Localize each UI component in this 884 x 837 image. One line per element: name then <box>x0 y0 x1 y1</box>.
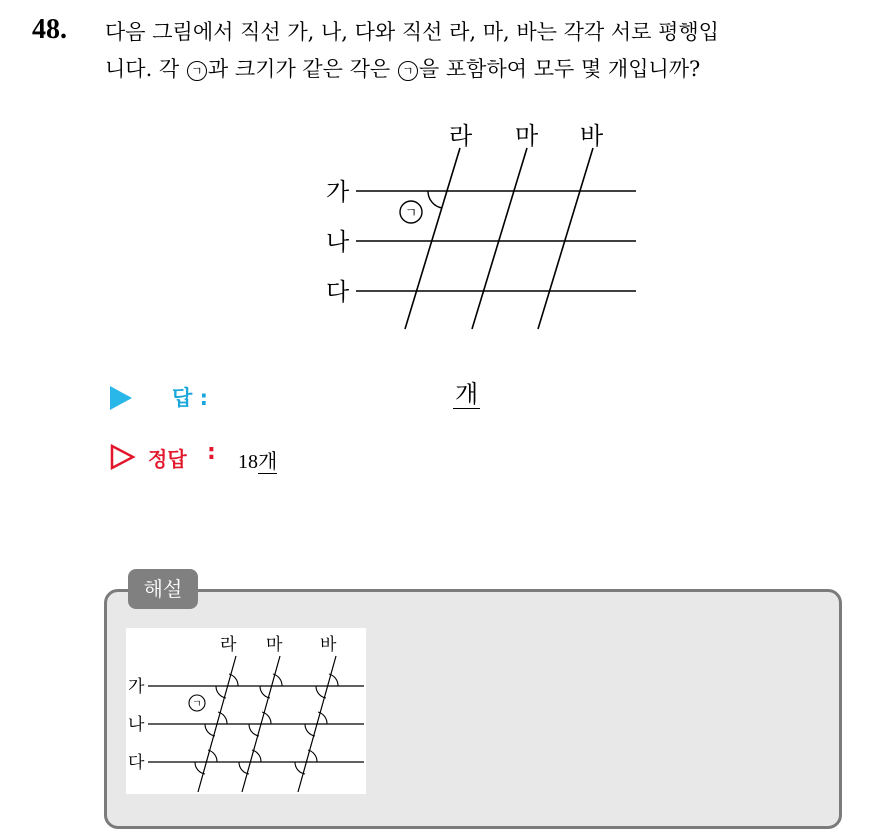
question-text-part-a: 니다. 각 <box>105 57 180 81</box>
answer-label: 답 : <box>172 386 209 410</box>
line-label-ba: 바 <box>580 122 604 150</box>
sol-angle-arc <box>205 724 215 736</box>
correct-answer-row <box>110 440 610 476</box>
slanted-line-ra <box>405 148 460 329</box>
line-label-ma: 마 <box>515 122 539 150</box>
correct-value: 18개 <box>238 449 278 473</box>
parallel-lines-figure <box>310 112 650 337</box>
sol-angle-arc <box>305 724 315 736</box>
angle-circle-symbol: ㄱ <box>398 61 418 81</box>
line-label-ga: 가 <box>326 178 350 206</box>
sol-label-ra: 라 <box>220 635 237 655</box>
solution-tab: 해설 <box>128 569 198 609</box>
line-label-ra: 라 <box>449 122 473 150</box>
line-label-da: 다 <box>326 278 350 306</box>
outline-triangle-icon <box>110 444 136 470</box>
solution-figure <box>126 628 366 794</box>
angle-marker-label: ㄱ <box>404 206 418 221</box>
sol-label-da: 다 <box>128 753 145 773</box>
correct-label: 정답 <box>148 447 187 471</box>
correct-colon: : <box>207 440 216 465</box>
line-label-na: 나 <box>326 228 350 256</box>
slanted-line-ba <box>538 148 593 329</box>
angle-arc <box>428 191 442 208</box>
sol-label-na: 나 <box>128 715 145 735</box>
question-text-line-2 <box>105 53 700 83</box>
question-number: 48. <box>32 14 67 45</box>
sol-label-ma: 마 <box>266 635 283 655</box>
sol-angle-arc <box>249 724 259 736</box>
play-triangle-icon <box>110 386 132 410</box>
sol-label-ga: 가 <box>128 677 145 697</box>
answer-row <box>110 380 610 416</box>
question-text-line-1: 다음 그림에서 직선 가, 나, 다와 직선 라, 마, 바는 각각 서로 평행입 <box>105 20 719 44</box>
sol-label-ba: 바 <box>320 635 337 655</box>
slanted-line-ma <box>472 148 527 329</box>
question-text-part-b: 과 크기가 같은 각은 <box>207 57 391 81</box>
question-text-part-c: 을 포함하여 모두 몇 개입니까? <box>418 57 701 81</box>
sol-angle-marker-label: ㄱ <box>192 699 202 710</box>
answer-blank[interactable]: 개 <box>455 380 479 408</box>
angle-circle-symbol: ㄱ <box>187 61 207 81</box>
